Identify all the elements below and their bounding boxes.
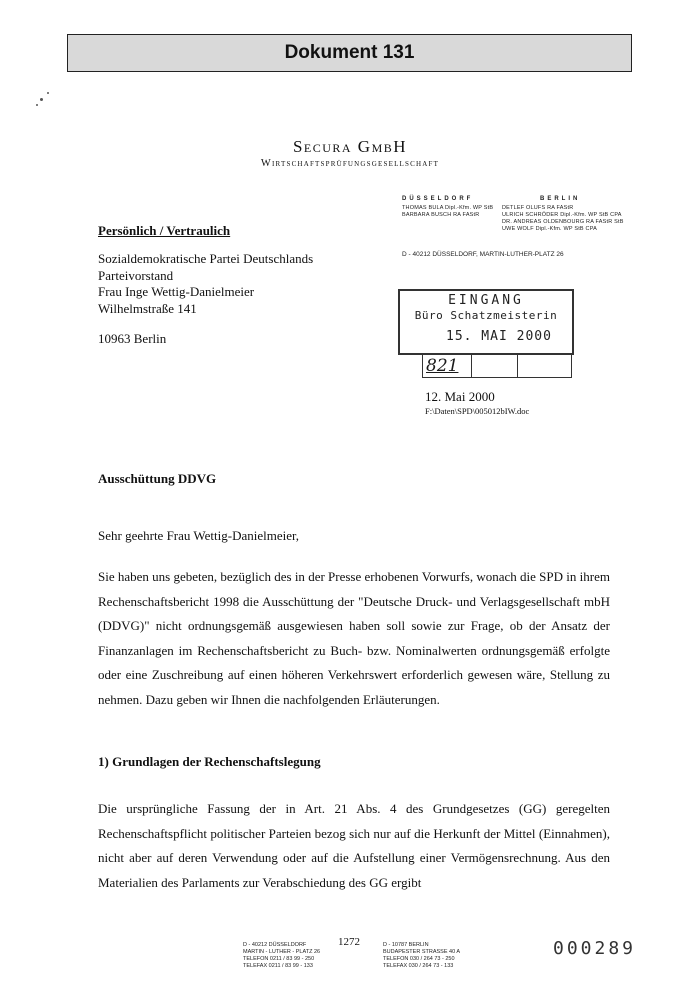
- scan-speck: [36, 104, 38, 106]
- footer-line: D - 10787 BERLIN: [383, 942, 429, 948]
- office-city-berlin: BERLIN: [540, 196, 581, 202]
- recipient-line: Parteivorstand: [98, 267, 174, 283]
- partners-berlin: [502, 196, 624, 233]
- footer-line: TELEFAX 0211 / 83 99 - 133: [243, 963, 313, 969]
- stamp-title: EINGANG: [448, 293, 524, 308]
- stamp-cell: [471, 355, 518, 377]
- recipient-address: [98, 251, 313, 348]
- confidential-label: Persönlich / Vertraulich: [98, 223, 231, 238]
- body-paragraph-2: Die ursprüngliche Fassung der in Art. 21 Abs. 4 des Grundgesetzes (GG) geregelten Rechenschaftspflicht politischer Parteien bezog sich nur auf die Herkunft der Mittel (Einnahmen), nicht aber auf deren Verwendung oder auf die Aufstellung einer Vermögensrechnung. Aus den Materialien des Parlaments zur Verabschiedung des GG ergibt: [98, 801, 610, 890]
- partners-dusseldorf: [402, 196, 493, 219]
- document-number: 000289: [553, 938, 637, 959]
- document-title: Dokument 131: [284, 42, 415, 63]
- scan-speck: [47, 92, 49, 94]
- stamp-cell: [423, 355, 472, 377]
- recipient-line: Sozialdemokratische Partei Deutschlands: [98, 251, 314, 266]
- subject-line: Ausschüttung DDVG: [98, 471, 217, 486]
- partner-line: DR. ANDREAS OLDENBOURG RA FAStR StB: [502, 219, 624, 225]
- stamp-date: 15. MAI 2000: [446, 329, 552, 344]
- document-title-bar: [67, 34, 632, 72]
- office-city-dusseldorf: DÜSSELDORF: [402, 196, 474, 202]
- handwritten-number: 821: [426, 356, 459, 376]
- stamp-number-box: [422, 354, 572, 378]
- partner-line: DETLEF OLUFS RA FAStR: [502, 205, 574, 211]
- firm-name: Secura GmbH: [292, 137, 408, 156]
- footer-line: MARTIN - LUTHER - PLATZ 26: [243, 949, 321, 955]
- sender-address: D - 40212 DÜSSELDORF, MARTIN-LUTHER-PLATZ 26: [402, 251, 564, 258]
- footer-line: D - 40212 DÜSSELDORF: [243, 942, 307, 948]
- footer-line: TELEFON 030 / 264 73 - 250: [383, 956, 455, 962]
- letter-date: 12. Mai 2000: [425, 389, 495, 404]
- footer-address-berlin: [383, 942, 460, 970]
- footer-line: TELEFAX 030 / 264 73 - 133: [383, 963, 454, 969]
- recipient-city: 10963 Berlin: [98, 331, 167, 346]
- stamp-office: Büro Schatzmeisterin: [414, 309, 558, 322]
- file-reference: F:\Daten\SPD\005012bIW.doc: [425, 406, 530, 416]
- partner-line: UWE WOLF Dipl.-Kfm. WP StB CPA: [502, 226, 598, 232]
- footer-line: TELEFON 0211 / 83 99 - 250: [243, 956, 315, 962]
- recipient-line: Wilhelmstraße 141: [98, 300, 197, 316]
- partner-line: ULRICH SCHRÖDER Dipl.-Kfm. WP StB CPA: [502, 212, 622, 218]
- firm-subtitle: Wirtschaftsprüfungsgesellschaft: [260, 158, 440, 169]
- body-paragraph-1: Sie haben uns gebeten, bezüglich des in der Presse erhobenen Vorwurfs, wonach die SPD in ihrem Rechenschaftsbericht 1998 die Ausschüttung der "Deutsche Druck- und Verlagsgesellschaft mbH (DDVG)" nicht ordnungsgemäß ausgewiesen haben soll sowie zur Frage, ob der Ansatz der Finanzanlagen im Rechenschaftsbericht zu Buch- bzw. Nominalwerten ordnungsgemäß erfolgte oder eine Zuschreibung auf einen höheren Verkehrswert erforderlich gewesen wäre, Stellung zu nehmen. Dazu geben wir Ihnen die nachfolgenden Erläuterungen.: [98, 569, 610, 707]
- footer-address-dusseldorf: [243, 942, 320, 970]
- receipt-stamp: [398, 289, 574, 355]
- page-number: 1272: [338, 936, 360, 948]
- footer-line: BUDAPESTER STRASSE 40 A: [383, 949, 461, 955]
- scan-speck: [40, 98, 43, 101]
- recipient-line: Frau Inge Wettig-Danielmeier: [98, 284, 255, 299]
- salutation: Sehr geehrte Frau Wettig-Danielmeier,: [98, 528, 300, 543]
- partner-line: THOMAS BULA Dipl.-Kfm. WP StB: [402, 205, 494, 211]
- partner-line: BARBARA BUSCH RA FAStR: [402, 212, 480, 218]
- section-heading: 1) Grundlagen der Rechenschaftslegung: [98, 754, 321, 769]
